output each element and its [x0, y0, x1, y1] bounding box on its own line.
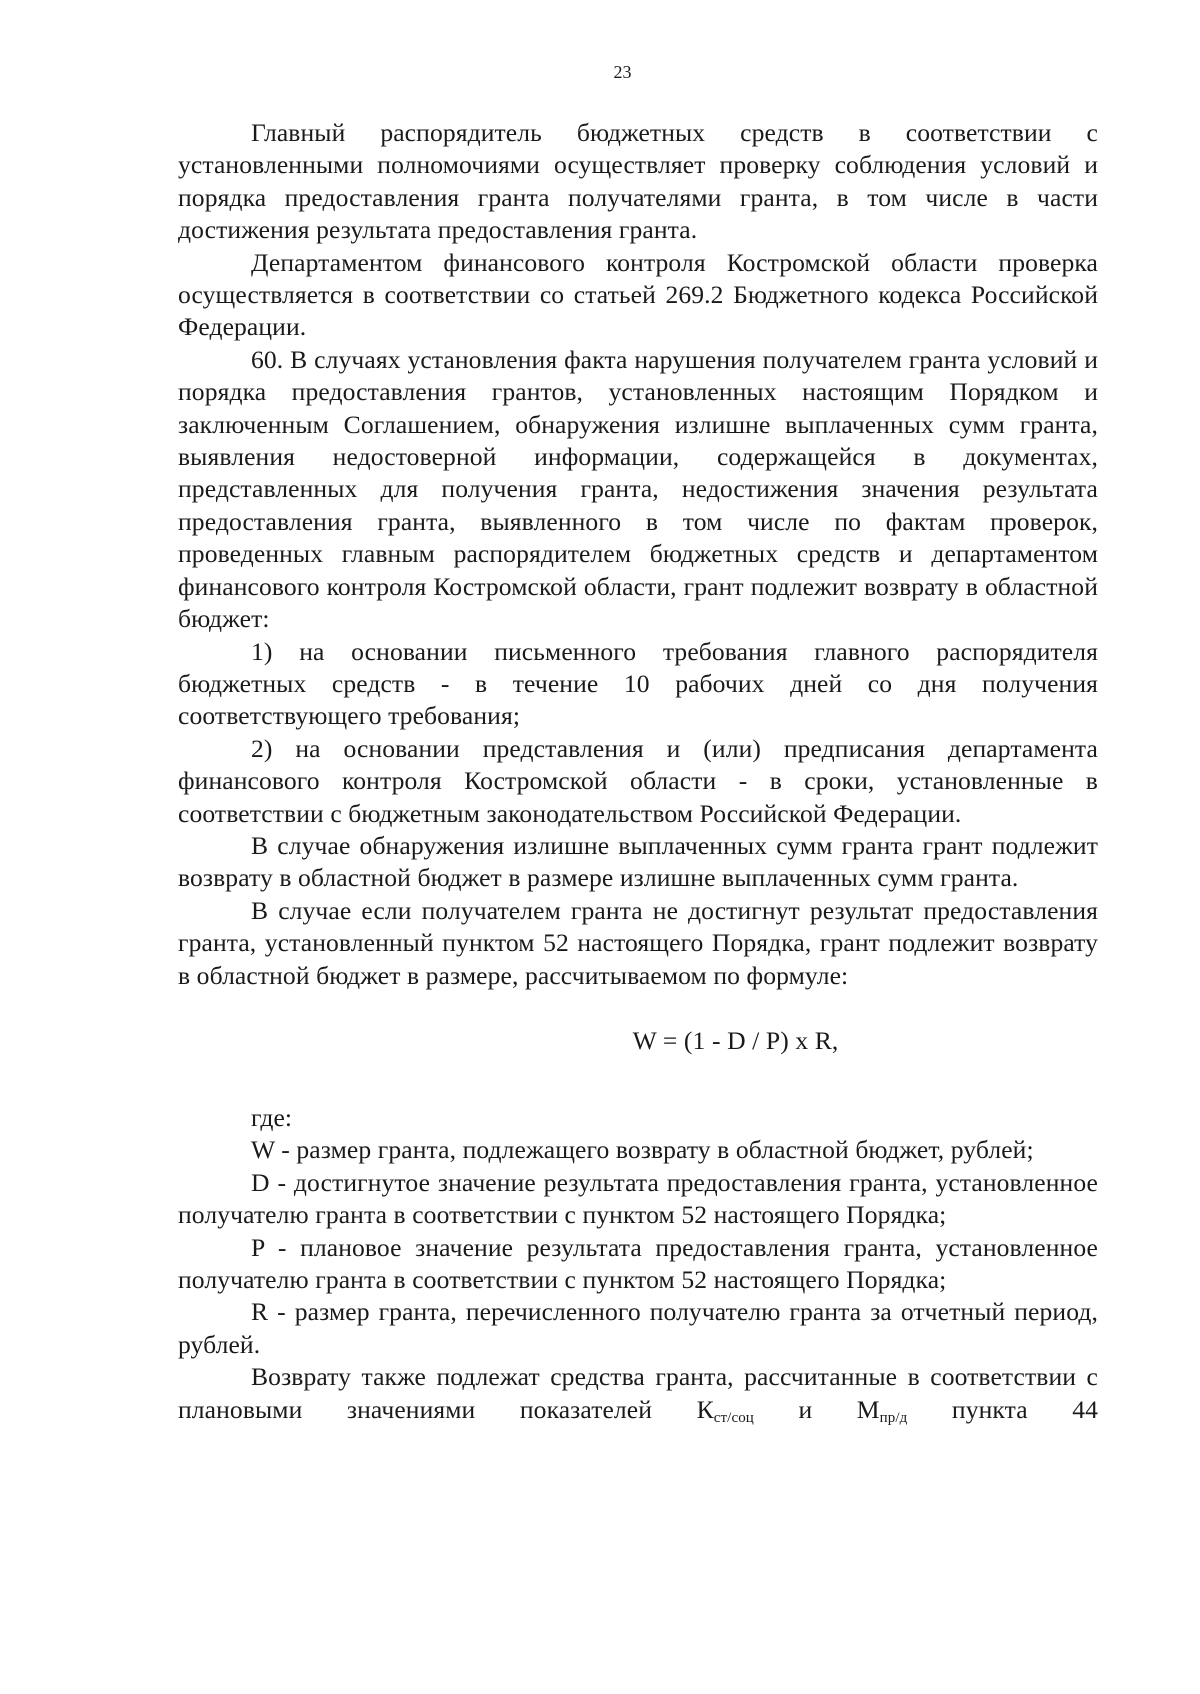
- document-body: [178, 117, 1098, 1426]
- return-formula: W = (1 - D / P) x R,: [632, 1025, 839, 1055]
- definition-w: W - размер гранта, подлежащего возврату в областной бюджет, рублей;: [251, 1135, 1034, 1165]
- indicator-subscript-2: пр/д: [879, 1409, 908, 1426]
- paragraph-overpaid: В случае обнаружения излишне выплаченных сумм гранта грант подлежит возврату в областной бюджет в размере излишне выплаченных сумм гранта.: [178, 830, 1098, 893]
- definition-p: P - плановое значение результата предоставления гранта, установленное получателю гранта в соответствии с пунктом 52 настоящего Порядка;: [178, 1232, 1098, 1294]
- indicators-text-after: пункта 44: [907, 1394, 1098, 1424]
- definitions-intro: где:: [251, 1102, 293, 1132]
- indicators-text-before: Возврату также подлежат средства гранта, рассчитанные в соответствии с плановыми значениями показателей К: [178, 1362, 1098, 1424]
- definition-d: D - достигнутое значение результата предоставления гранта, установленное получателю гранта в соответствии с пунктом 52 настоящего Порядка;: [178, 1167, 1098, 1230]
- paragraph-indicators: [178, 1361, 1098, 1426]
- definition-r: R - размер гранта, перечисленного получателю гранта за отчетный период, рублей.: [178, 1297, 1098, 1359]
- paragraph-result-not-achieved: В случае если получателем гранта не достигнут результат предоставления гранта, установленный пунктом 52 настоящего Порядка, грант подлежит возврату в областной бюджет в размере, рассчитываемом по формуле:: [178, 895, 1098, 990]
- indicators-text-middle: и М: [753, 1394, 880, 1424]
- paragraph-item-2: 2) на основании представления и (или) предписания департамента финансового контроля Костромской области - в сроки, установленные в соответствии с бюджетным законодательством Российской Федерации.: [178, 733, 1098, 828]
- indicator-subscript-1: ст/соц: [713, 1409, 754, 1426]
- paragraph-financial-control: Департаментом финансового контроля Костромской области проверка осуществляется в соответствии со статьей 269.2 Бюджетного кодекса Российской Федерации.: [178, 247, 1098, 342]
- paragraph-audit: Главный распорядитель бюджетных средств в соответствии с установленными полномочиями осуществляет проверку соблюдения условий и порядка предоставления гранта получателями гранта, в том числе в части достижения результата предоставления гранта.: [178, 118, 1098, 245]
- page-number: 23: [613, 62, 632, 82]
- paragraph-item-1: 1) на основании письменного требования главного распорядителя бюджетных средств - в течение 10 рабочих дней со дня получения соответствующего требования;: [178, 636, 1098, 731]
- formula-spacing: [178, 1057, 1098, 1102]
- paragraph-60: 60. В случаях установления факта нарушения получателем гранта условий и порядка предоставления грантов, установленных настоящим Порядком и заключенным Соглашением, обнаружения излишне выплаченных сумм гранта, выявления недостоверной информации, содержащейся в документах, представленных для получения гранта, недостижения значения результата предоставления гранта, выявленного в том числе по фактам проверок, проведенных главным распорядителем бюджетных средств и департаментом финансового контроля Костромской области, грант подлежит возврату в областной бюджет:: [178, 344, 1098, 634]
